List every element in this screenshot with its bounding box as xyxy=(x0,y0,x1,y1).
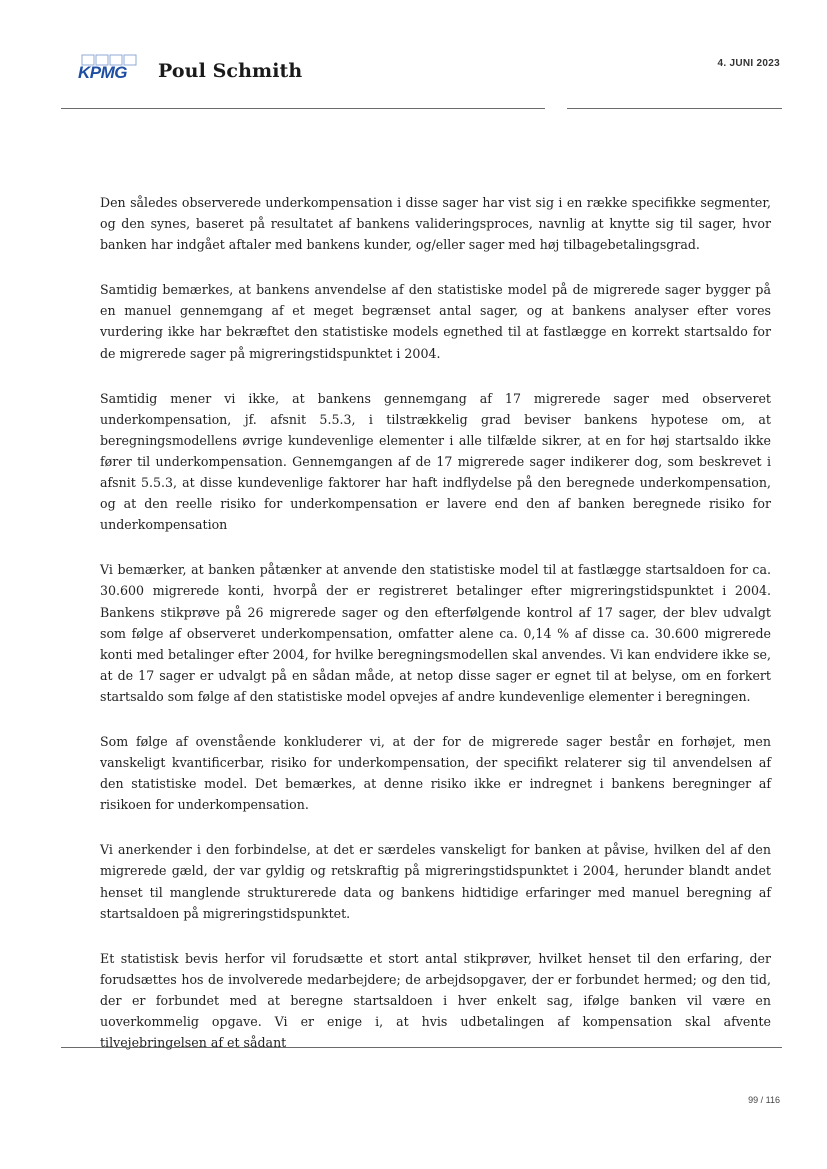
document-body xyxy=(100,192,771,1077)
footer-divider xyxy=(61,1047,782,1048)
document-date: 4. JUNI 2023 xyxy=(717,58,780,69)
paragraph: Samtidig mener vi ikke, at bankens gennemgang af 17 migrerede sager med observeret underkompensation, jf. afsnit 5.5.3, i tilstrækkelig grad beviser bankens hypotese om, at beregningsmodellens øvrige kundevenlige elementer i alle tilfælde sikrer, at en for høj startsaldo ikke fører til underkompensation. Gennemgangen af de 17 migrerede sager indikerer dog, som beskrevet i afsnit 5.5.3, at disse kundevenlige faktorer har haft indflydelse på den beregnede underkompensation, og at den reelle risiko for underkompensation er lavere end den af banken beregnede risiko for underkompensation xyxy=(100,390,771,533)
paragraph: Som følge af ovenstående konkluderer vi, at der for de migrerede sager består en forhøjet, men vanskeligt kvantificerbar, risiko for underkompensation, der specifikt relaterer sig til anvendelsen af den statistiske model. Det bemærkes, at denne risiko ikke er indregnet i bankens beregninger af risikoen for underkompensation. xyxy=(100,733,771,813)
paragraph: Samtidig bemærkes, at bankens anvendelse af den statistiske model på de migrerede sager bygger på en manuel gennemgang af et meget begrænset antal sager, og at bankens analyser efter vores vurdering ikke har bekræftet den statistiske models egnethed til at fastlægge en korrekt startsaldo for de migrerede sager på migreringstidspunktet i 2004. xyxy=(100,282,771,361)
header-divider-left xyxy=(61,108,545,109)
paragraph: Vi bemærker, at banken påtænker at anvende den statistiske model til at fastlægge startsaldoen for ca. 30.600 migrerede konti, hvorpå der er registreret betalinger efter migreringstidspunktet i 2004. Bankens stikprøve på 26 migrerede sager og den efterfølgende kontrol af 17 sager, der blev udvalgt som følge af observeret underkompensation, omfatter alene ca. 0,14 % af disse ca. 30.600 migrerede konti med betalinger efter 2004, for hvilke beregningsmodellen skal anvendes. Vi kan endvidere ikke se, at de 17 sager er udvalgt på en sådan måde, at netop disse sager er egnet til at belyse, om en forkert startsaldo som følge af den statistiske model opvejes af andre kundevenlige elementer i beregningen. xyxy=(100,562,771,704)
header-divider-right xyxy=(567,108,782,109)
page-number: 99 / 116 xyxy=(748,1095,780,1105)
paragraph: Den således observerede underkompensation i disse sager har vist sig i en række specifikke segmenter, og den synes, baseret på resultatet af bankens valideringsproces, navnlig at knytte sig til sager, hvor banken har indgået aftaler med bankens kunder, og/eller sager med høj tilbagebetalingsgrad. xyxy=(100,195,771,253)
kpmg-logo xyxy=(78,54,140,84)
paragraph: Et statistisk bevis herfor vil forudsætte et stort antal stikprøver, hvilket henset til den erfaring, der forudsættes hos de involverede medarbejdere; de arbejdsopgaver, der er forbundet hermed; og den tid, der er forbundet med at beregne startsaldoen i hver enkelt sag, ifølge banken vil være en uoverkommelig opgave. Vi er enige i, at hvis udbetalingen af kompensation skal afvente tilvejebringelsen af et sådant xyxy=(100,950,771,1051)
paragraph: Vi anerkender i den forbindelse, at det er særdeles vanskeligt for banken at påvise, hvilken del af den migrerede gæld, der var gyldig og retskraftig på migreringstidspunktet i 2004, herunder blandt andet henset til manglende strukturerede data og bankens hidtidige erfaringer med manuel beregning af startsaldoen på migreringstidspunktet. xyxy=(100,842,771,921)
kpmg-logo-text: KPMG xyxy=(78,63,127,82)
author-name: Poul Schmith xyxy=(158,60,303,82)
